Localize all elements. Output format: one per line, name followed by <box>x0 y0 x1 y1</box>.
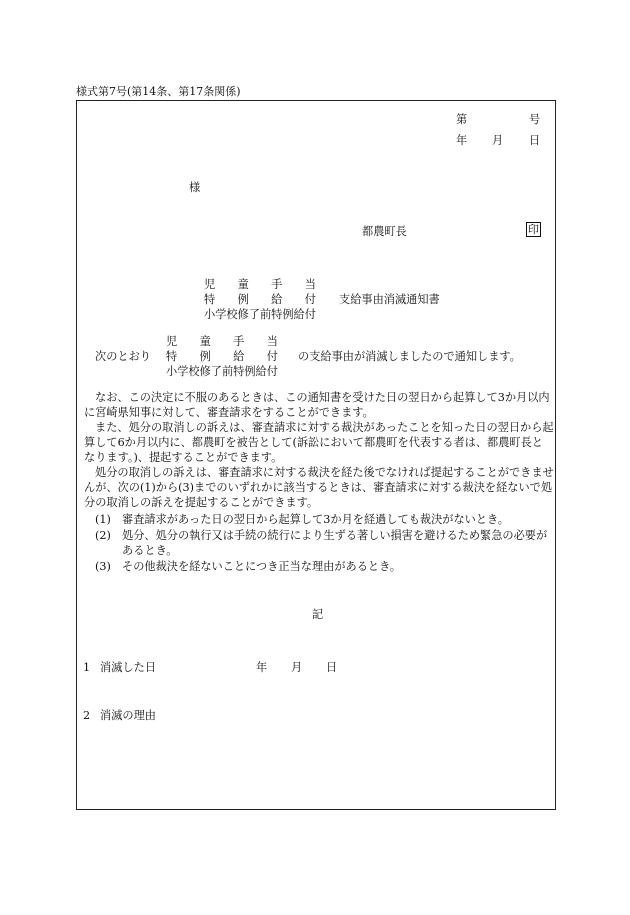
ki-heading: 記 <box>312 608 324 621</box>
field-1-label: 消滅した日 <box>100 661 156 674</box>
date-year-label: 年 <box>456 134 468 147</box>
item-1-number: (1) <box>95 513 111 526</box>
title-line-1: 児 童 手 当 <box>204 278 316 291</box>
intro-line-3: 小学校修了前特例給付 <box>166 365 278 378</box>
field-1-day: 日 <box>326 661 338 674</box>
item-3-text: その他裁決を経ないことにつき正当な理由があるとき。 <box>122 560 402 573</box>
notice-paragraph-3: 処分の取消しの訴えは、審査請求に対する裁決を経た後でなければ提起することができませんが、次の(1)から(3)までのいずれかに該当するときは、審査請求に対する裁決を経ないで処分の取消しの訴えを提起することができます。 <box>84 466 554 510</box>
title-line-2: 特 例 給 付 <box>204 293 316 306</box>
item-2-number: (2) <box>95 529 111 542</box>
item-1-text: 審査請求があった日の翌日から起算して3か月を経過しても裁決がないとき。 <box>122 513 509 526</box>
title-suffix: 支給事由消滅通知書 <box>339 293 440 306</box>
intro-prefix: 次のとおり <box>95 350 151 363</box>
intro-line-1: 児 童 手 当 <box>166 335 278 348</box>
item-3-number: (3) <box>95 560 111 573</box>
form-label: 様式第7号(第14条、第17条関係) <box>76 85 241 98</box>
addressee-suffix: 様 <box>189 181 201 194</box>
intro-suffix: の支給事由が消滅しましたので通知します。 <box>298 350 521 363</box>
notice-paragraph-2: また、処分の取消しの訴えは、審査請求に対する裁決があったことを知った日の翌日から起算して6か月以内に、都農町を被告として(訴訟において都農町を代表する者は、都農町長となります。)、提起することができます。 <box>84 421 554 465</box>
field-2-number: 2 <box>83 709 91 722</box>
date-day-label: 日 <box>529 134 541 147</box>
field-2-label: 消滅の理由 <box>100 709 156 722</box>
item-2-text: 処分、処分の執行又は手続の続行により生ずる著しい損害を避けるため緊急の必要があるとき。 <box>122 529 548 557</box>
notice-paragraph-1: なお、この決定に不服のあるときは、この通知書を受けた日の翌日から起算して3か月以内に宮崎県知事に対して、審査請求をすることができます。 <box>84 391 550 420</box>
title-line-3: 小学校修了前特例給付 <box>204 308 316 321</box>
seal-mark: 印 <box>528 223 539 236</box>
intro-line-2: 特 例 給 付 <box>166 350 278 363</box>
date-month-label: 月 <box>492 134 504 147</box>
doc-number-prefix: 第 <box>456 113 468 126</box>
field-1-year: 年 <box>256 661 268 674</box>
field-1-number: 1 <box>83 661 91 674</box>
field-1-month: 月 <box>291 661 303 674</box>
issuer-name: 都農町長 <box>362 225 407 238</box>
doc-number-suffix: 号 <box>529 113 541 126</box>
